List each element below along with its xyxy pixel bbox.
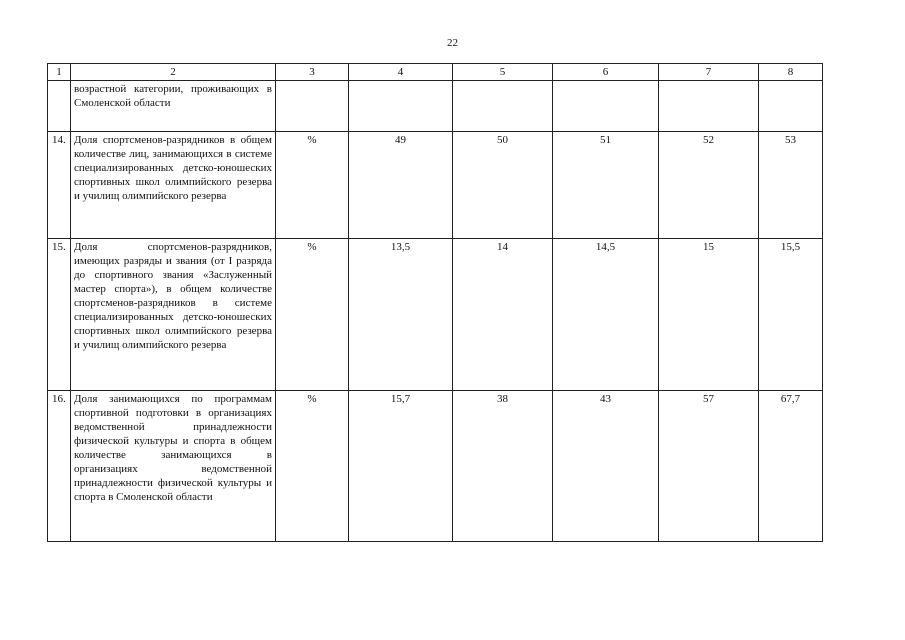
column-header: 7 (659, 64, 759, 81)
row-number: 16. (48, 391, 71, 542)
column-header: 3 (276, 64, 349, 81)
value-cell (349, 81, 453, 132)
value-cell: 49 (349, 132, 453, 239)
value-cell: 15 (659, 239, 759, 391)
value-cell: 51 (553, 132, 659, 239)
column-header: 2 (71, 64, 276, 81)
row-number (48, 81, 71, 132)
unit-cell: % (276, 391, 349, 542)
value-cell (453, 81, 553, 132)
value-cell: 15,7 (349, 391, 453, 542)
unit-cell (276, 81, 349, 132)
value-cell: 67,7 (759, 391, 823, 542)
column-header: 6 (553, 64, 659, 81)
value-cell (553, 81, 659, 132)
value-cell: 53 (759, 132, 823, 239)
column-header: 8 (759, 64, 823, 81)
table-header-row (48, 64, 823, 81)
indicator-text: Доля спортсменов-разрядников, имеющих разряды и звания (от I разряда до спортивного звания «Заслуженный мастер спорта»), в общем количестве спортсменов-разрядников в системе специализированных детско-юношеских спортивных школ олимпийского резерва и училищ олимпийского резерва (71, 239, 276, 391)
value-cell: 14,5 (553, 239, 659, 391)
table-row (48, 81, 823, 132)
indicator-text: Доля занимающихся по программам спортивной подготовки в организациях ведомственной принадлежности физической культуры и спорта в общем количестве занимающихся в организациях ведомственной принадлежности физической культуры и спорта в Смоленской области (71, 391, 276, 542)
value-cell: 43 (553, 391, 659, 542)
indicator-text: Доля спортсменов-разрядников в общем количестве лиц, занимающихся в системе специализированных детско-юношеских спортивных школ олимпийского резерва и училищ олимпийского резерва (71, 132, 276, 239)
value-cell: 15,5 (759, 239, 823, 391)
unit-cell: % (276, 239, 349, 391)
page-number: 22 (447, 37, 458, 49)
table-row (48, 391, 823, 542)
indicators-table (47, 63, 823, 542)
indicator-text: возрастной категории, проживающих в Смоленской области (71, 81, 276, 132)
table-row (48, 239, 823, 391)
unit-cell: % (276, 132, 349, 239)
value-cell (759, 81, 823, 132)
table-row (48, 132, 823, 239)
value-cell: 50 (453, 132, 553, 239)
column-header: 5 (453, 64, 553, 81)
value-cell: 52 (659, 132, 759, 239)
value-cell (659, 81, 759, 132)
value-cell: 57 (659, 391, 759, 542)
value-cell: 14 (453, 239, 553, 391)
value-cell: 13,5 (349, 239, 453, 391)
value-cell: 38 (453, 391, 553, 542)
column-header: 4 (349, 64, 453, 81)
row-number: 14. (48, 132, 71, 239)
row-number: 15. (48, 239, 71, 391)
column-header: 1 (48, 64, 71, 81)
